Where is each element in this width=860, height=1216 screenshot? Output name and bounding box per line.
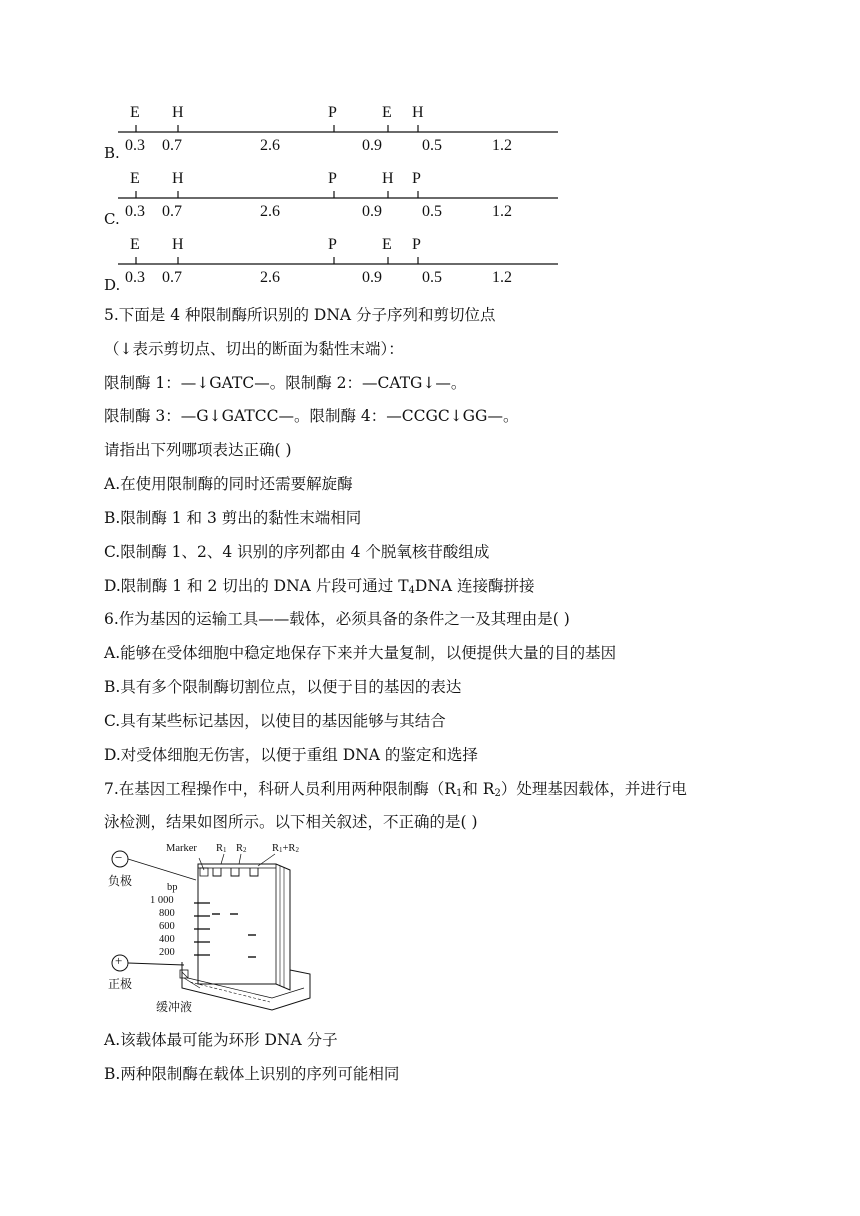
positive-label: 正极: [108, 977, 133, 991]
site-label: H: [412, 104, 424, 121]
lane-r1r2-text-b: +R: [282, 843, 296, 854]
segment-length: 0.3: [125, 269, 145, 286]
site-label: P: [328, 170, 337, 187]
map-b-option-label: B.: [104, 144, 120, 162]
ladder-1000: 1 000: [150, 895, 174, 906]
segment-length: 2.6: [260, 137, 280, 154]
segment-length: 0.5: [422, 137, 442, 154]
segment-length: 0.9: [362, 137, 382, 154]
segment-length: 0.7: [162, 269, 182, 286]
negative-label: 负极: [108, 874, 133, 888]
restriction-map-b: [100, 100, 570, 160]
q6-option-b[interactable]: B.具有多个限制酶切割位点，以便于目的基因的表达: [104, 678, 462, 696]
segment-length: 2.6: [260, 203, 280, 220]
q5-question: 请指出下列哪项表达正确( ): [104, 441, 292, 459]
gel-drawing: [100, 838, 320, 1018]
q6-stem: 6.作为基因的运输工具——载体，必须具备的条件之一及其理由是( ): [104, 610, 570, 628]
ladder-200: 200: [159, 947, 175, 958]
segment-length: 0.7: [162, 203, 182, 220]
lane-r2-sub: 2: [243, 846, 247, 854]
site-label: E: [382, 236, 392, 253]
segment-length: 1.2: [492, 269, 512, 286]
q5-option-d-text-end: DNA 连接酶拼接: [414, 577, 535, 595]
segment-length: 0.7: [162, 137, 182, 154]
segment-length: 1.2: [492, 137, 512, 154]
segment-length: 0.9: [362, 269, 382, 286]
restriction-map-c: [100, 166, 570, 226]
q5-stem-line2: （↓表示剪切点、切出的断面为黏性末端）：: [104, 340, 404, 358]
q7-sub-r1: 1: [455, 788, 463, 799]
site-label: P: [328, 236, 337, 253]
lane-r1-sub: 1: [223, 846, 227, 854]
restriction-map-d: [100, 232, 570, 292]
lane-r1r2-label: [272, 843, 299, 854]
lane-marker-label: Marker: [166, 843, 197, 854]
q6-option-d[interactable]: D.对受体细胞无伤害，以便于重组 DNA 的鉴定和选择: [104, 746, 478, 764]
map-c-option-label: C.: [104, 210, 120, 228]
site-label: P: [412, 236, 421, 253]
ladder-400: 400: [159, 934, 175, 945]
site-label: E: [130, 104, 140, 121]
site-label: E: [130, 170, 140, 187]
q7-stem-line1: [104, 779, 687, 804]
lane-r2-label: [236, 843, 247, 854]
q5-option-d[interactable]: [104, 576, 535, 601]
q7-sub-r2: 2: [494, 788, 501, 799]
lane-r1r2-text-a: R: [272, 843, 280, 854]
gel-electrophoresis-figure: [100, 838, 320, 1018]
positive-symbol: +: [115, 953, 123, 968]
q5-enzymes-3-4: 限制酶 3：—G↓GATCC—。限制酶 4：—CCGC↓GG—。: [104, 407, 519, 425]
site-label: P: [412, 170, 421, 187]
segment-length: 0.3: [125, 137, 145, 154]
q5-enzymes-1-2: 限制酶 1：—↓GATC—。限制酶 2：—CATG↓—。: [104, 374, 467, 392]
q7-option-b[interactable]: B.两种限制酶在载体上识别的序列可能相同: [104, 1065, 400, 1083]
buffer-label: 缓冲液: [156, 1000, 193, 1014]
site-label: P: [328, 104, 337, 121]
buffer-tank: [182, 962, 310, 1010]
site-label: H: [172, 104, 184, 121]
site-label: E: [130, 236, 140, 253]
site-label: H: [172, 236, 184, 253]
negative-symbol: −: [115, 850, 123, 865]
bp-label: bp: [167, 882, 178, 893]
lane-r1-label: [216, 843, 227, 854]
segment-length: 1.2: [492, 203, 512, 220]
segment-length: 0.9: [362, 203, 382, 220]
q5-option-d-subscript: 4: [408, 585, 415, 596]
q7-stem-text-mid: 和 R: [462, 780, 495, 798]
segment-length: 0.5: [422, 269, 442, 286]
q7-stem-text-end: ）处理基因载体，并进行电: [500, 780, 687, 798]
q5-option-d-text: D.限制酶 1 和 2 切出的 DNA 片段可通过 T: [104, 577, 409, 595]
q5-option-c[interactable]: C.限制酶 1、2、4 识别的序列都由 4 个脱氧核苷酸组成: [104, 543, 490, 561]
lane-r1r2-sub-b: 2: [295, 846, 299, 854]
segment-length: 0.3: [125, 203, 145, 220]
segment-length: 2.6: [260, 269, 280, 286]
ladder-800: 800: [159, 908, 175, 919]
q7-stem-text: 7.在基因工程操作中，科研人员利用两种限制酶（R: [104, 780, 456, 798]
lane-r1-text: R: [216, 843, 224, 854]
q5-option-a[interactable]: A.在使用限制酶的同时还需要解旋酶: [104, 475, 353, 493]
map-d-option-label: D.: [104, 276, 121, 294]
q7-stem-line2: 泳检测，结果如图所示。以下相关叙述，不正确的是( ): [104, 813, 478, 831]
site-label: H: [172, 170, 184, 187]
q6-option-c[interactable]: C.具有某些标记基因，以使目的基因能够与其结合: [104, 712, 446, 730]
segment-length: 0.5: [422, 203, 442, 220]
q6-option-a[interactable]: A.能够在受体细胞中稳定地保存下来并大量复制，以便提供大量的目的基因: [104, 644, 617, 662]
ladder-600: 600: [159, 921, 175, 932]
q7-option-a[interactable]: A.该载体最可能为环形 DNA 分子: [104, 1031, 338, 1049]
q5-stem-line1: 5.下面是 4 种限制酶所识别的 DNA 分子序列和剪切位点: [104, 306, 496, 324]
site-label: E: [382, 104, 392, 121]
q5-option-b[interactable]: B.限制酶 1 和 3 剪出的黏性末端相同: [104, 509, 362, 527]
lane-r2-text: R: [236, 843, 244, 854]
lane-r1r2-sub-a: 1: [279, 846, 283, 854]
site-label: H: [382, 170, 394, 187]
